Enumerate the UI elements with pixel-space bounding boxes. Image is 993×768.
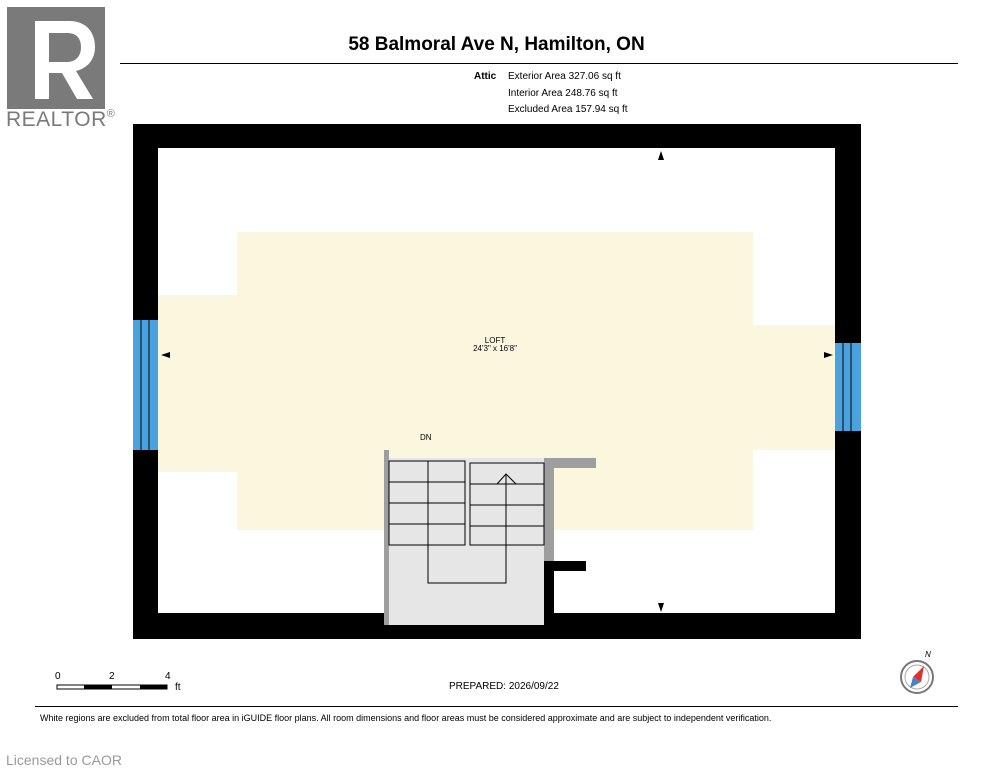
exterior-area: Exterior Area 327.06 sq ft [508, 71, 621, 82]
room-name: LOFT [484, 336, 506, 345]
scale-label-2: 2 [109, 671, 115, 682]
stairwell-floor [389, 458, 544, 625]
licensed-notice: Licensed to CAOR [6, 752, 122, 768]
realtor-word: REALTOR [6, 108, 107, 131]
scale-unit: ft [175, 682, 181, 693]
scale-label-0: 0 [55, 671, 61, 682]
footer-divider [35, 706, 958, 707]
disclaimer: White regions are excluded from total floor area in iGUIDE floor plans. All room dimensions and floor areas must be considered approximate and are subject to independent verification. [40, 713, 772, 723]
prepared-date: PREPARED: 2026/09/22 [449, 681, 559, 692]
room-dimensions: 24'3" x 16'8" [473, 344, 517, 353]
compass-icon [901, 661, 933, 693]
registered-mark: ® [106, 108, 116, 120]
scale-label-4: 4 [165, 671, 171, 682]
stair-rail-right [544, 458, 554, 563]
interior-area: Interior Area 248.76 sq ft [508, 88, 618, 99]
compass-north-label: N [925, 650, 931, 659]
stair-rail-left [384, 450, 389, 625]
west-window [133, 320, 158, 450]
stair-wall-stub [544, 561, 586, 571]
excluded-area: Excluded Area 157.94 sq ft [508, 104, 628, 115]
area-level-label: Attic [474, 71, 497, 82]
stair-wall [544, 563, 554, 625]
page-title: 58 Balmoral Ave N, Hamilton, ON [348, 34, 645, 55]
stair-label: DN [420, 433, 432, 442]
east-window [835, 343, 861, 431]
scale-bar [57, 685, 167, 689]
